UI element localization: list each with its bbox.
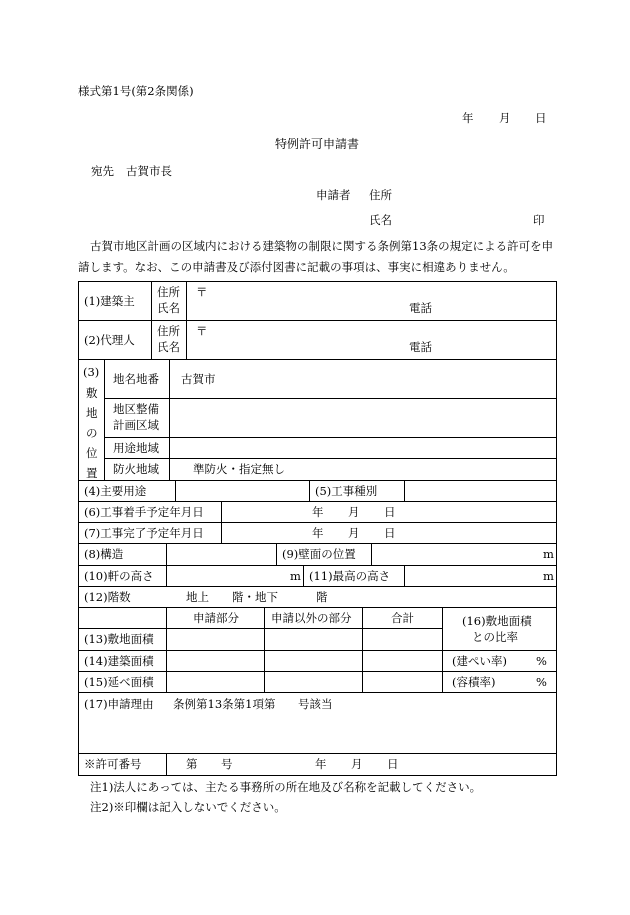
site-location-char: 位 bbox=[86, 446, 98, 460]
site-area-label: (13)敷地面積 bbox=[84, 632, 154, 646]
permit-dai-label: 第 bbox=[186, 757, 198, 771]
permit-go-label: 号 bbox=[221, 757, 233, 771]
coverage-ratio-label: (建ぺい率) bbox=[452, 654, 507, 668]
district-plan-label: 地区整備 bbox=[113, 402, 159, 416]
permit-month-label: 月 bbox=[351, 757, 363, 771]
max-height-label: (11)最高の高さ bbox=[309, 569, 391, 583]
eaves-height-unit: m bbox=[290, 569, 301, 583]
agent-address-label: 住所 bbox=[157, 324, 180, 338]
owner-phone-label: 電話 bbox=[409, 301, 432, 315]
reason-label: (17)申請理由 bbox=[84, 697, 154, 711]
coverage-percent-unit: % bbox=[536, 654, 547, 668]
reason-text-prefix: 条例第13条第1項第 bbox=[173, 697, 276, 711]
date-day-label: 日 bbox=[535, 111, 547, 125]
agent-phone-label: 電話 bbox=[409, 340, 432, 354]
completion-date-label: (7)工事完了予定年月日 bbox=[84, 526, 204, 540]
main-use-label: (4)主要用途 bbox=[84, 484, 147, 498]
wall-position-label: (9)壁面の位置 bbox=[282, 547, 356, 561]
start-month-label: 月 bbox=[348, 505, 360, 519]
owner-label: (1)建築主 bbox=[84, 294, 135, 308]
fire-zone-value: 準防火・指定無し bbox=[193, 462, 285, 476]
completion-year-label: 年 bbox=[312, 526, 324, 540]
note-1: 注1)法人にあっては、主たる事務所の所在地及び名称を記載してください。 bbox=[90, 780, 482, 794]
total-floor-area-label: (15)延べ面積 bbox=[84, 675, 154, 689]
owner-postal-mark: 〒 bbox=[196, 285, 208, 299]
agent-label: (2)代理人 bbox=[84, 333, 135, 347]
wall-position-unit: m bbox=[543, 547, 554, 561]
zoning-label: 用途地域 bbox=[113, 441, 159, 455]
floor-area-ratio-label: (容積率) bbox=[452, 675, 496, 689]
max-height-unit: m bbox=[543, 569, 554, 583]
site-location-char: の bbox=[86, 426, 98, 440]
owner-address-label: 住所 bbox=[157, 285, 180, 299]
permit-day-label: 日 bbox=[387, 757, 399, 771]
addressee-label: 宛先 bbox=[91, 164, 114, 178]
site-location-char: 地 bbox=[86, 406, 98, 420]
note-2: 注2)※印欄は記入しないでください。 bbox=[90, 800, 286, 814]
site-location-char: 敷 bbox=[86, 386, 98, 400]
applicant-name-label: 氏名 bbox=[369, 213, 392, 227]
start-year-label: 年 bbox=[312, 505, 324, 519]
lot-number-value: 古賀市 bbox=[181, 372, 216, 386]
floors-label: (12)階数 bbox=[84, 590, 131, 604]
completion-day-label: 日 bbox=[384, 526, 396, 540]
form-number: 様式第1号(第2条関係) bbox=[78, 84, 194, 98]
seal-mark: 印 bbox=[533, 213, 545, 227]
owner-name-label: 氏名 bbox=[157, 301, 180, 315]
start-date-label: (6)工事着手予定年月日 bbox=[84, 505, 204, 519]
col-other-header: 申請以外の部分 bbox=[271, 611, 352, 625]
ratio-header: (16)敷地面積 bbox=[462, 614, 532, 628]
reason-text-suffix: 号該当 bbox=[298, 697, 333, 711]
agent-postal-mark: 〒 bbox=[196, 324, 208, 338]
far-percent-unit: % bbox=[536, 675, 547, 689]
date-month-label: 月 bbox=[499, 111, 511, 125]
permit-year-label: 年 bbox=[315, 757, 327, 771]
building-area-label: (14)建築面積 bbox=[84, 654, 154, 668]
district-plan-label: 計画区域 bbox=[113, 418, 159, 432]
floors-mid-label: 階・地下 bbox=[232, 590, 278, 604]
permit-number-label: ※許可番号 bbox=[84, 757, 142, 771]
intro-paragraph: 古賀市地区計画の区域内における建築物の制限に関する条例第13条の規定による許可を申請します。なお、この申請書及び添付図書に記載の事項は、事実に相違ありません。 bbox=[78, 239, 554, 274]
structure-label: (8)構造 bbox=[84, 547, 124, 561]
work-type-label: (5)工事種別 bbox=[315, 484, 378, 498]
applicant-label: 申請者 bbox=[316, 188, 351, 202]
start-day-label: 日 bbox=[384, 505, 396, 519]
floors-end-label: 階 bbox=[316, 590, 328, 604]
col-total-header: 合計 bbox=[391, 611, 414, 625]
form-title: 特例許可申請書 bbox=[275, 137, 360, 151]
fire-zone-label: 防火地域 bbox=[113, 462, 159, 476]
eaves-height-label: (10)軒の高さ bbox=[84, 569, 154, 583]
site-location-number: (3) bbox=[83, 365, 100, 379]
applicant-address-label: 住所 bbox=[369, 188, 392, 202]
ratio-header: との比率 bbox=[472, 630, 518, 644]
date-year-label: 年 bbox=[462, 111, 474, 125]
completion-month-label: 月 bbox=[348, 526, 360, 540]
agent-name-label: 氏名 bbox=[157, 340, 180, 354]
site-location-char: 置 bbox=[86, 466, 98, 480]
floors-above-label: 地上 bbox=[186, 590, 209, 604]
addressee: 古賀市長 bbox=[126, 164, 172, 178]
col-applied-header: 申請部分 bbox=[193, 611, 239, 625]
lot-number-label: 地名地番 bbox=[113, 372, 159, 386]
